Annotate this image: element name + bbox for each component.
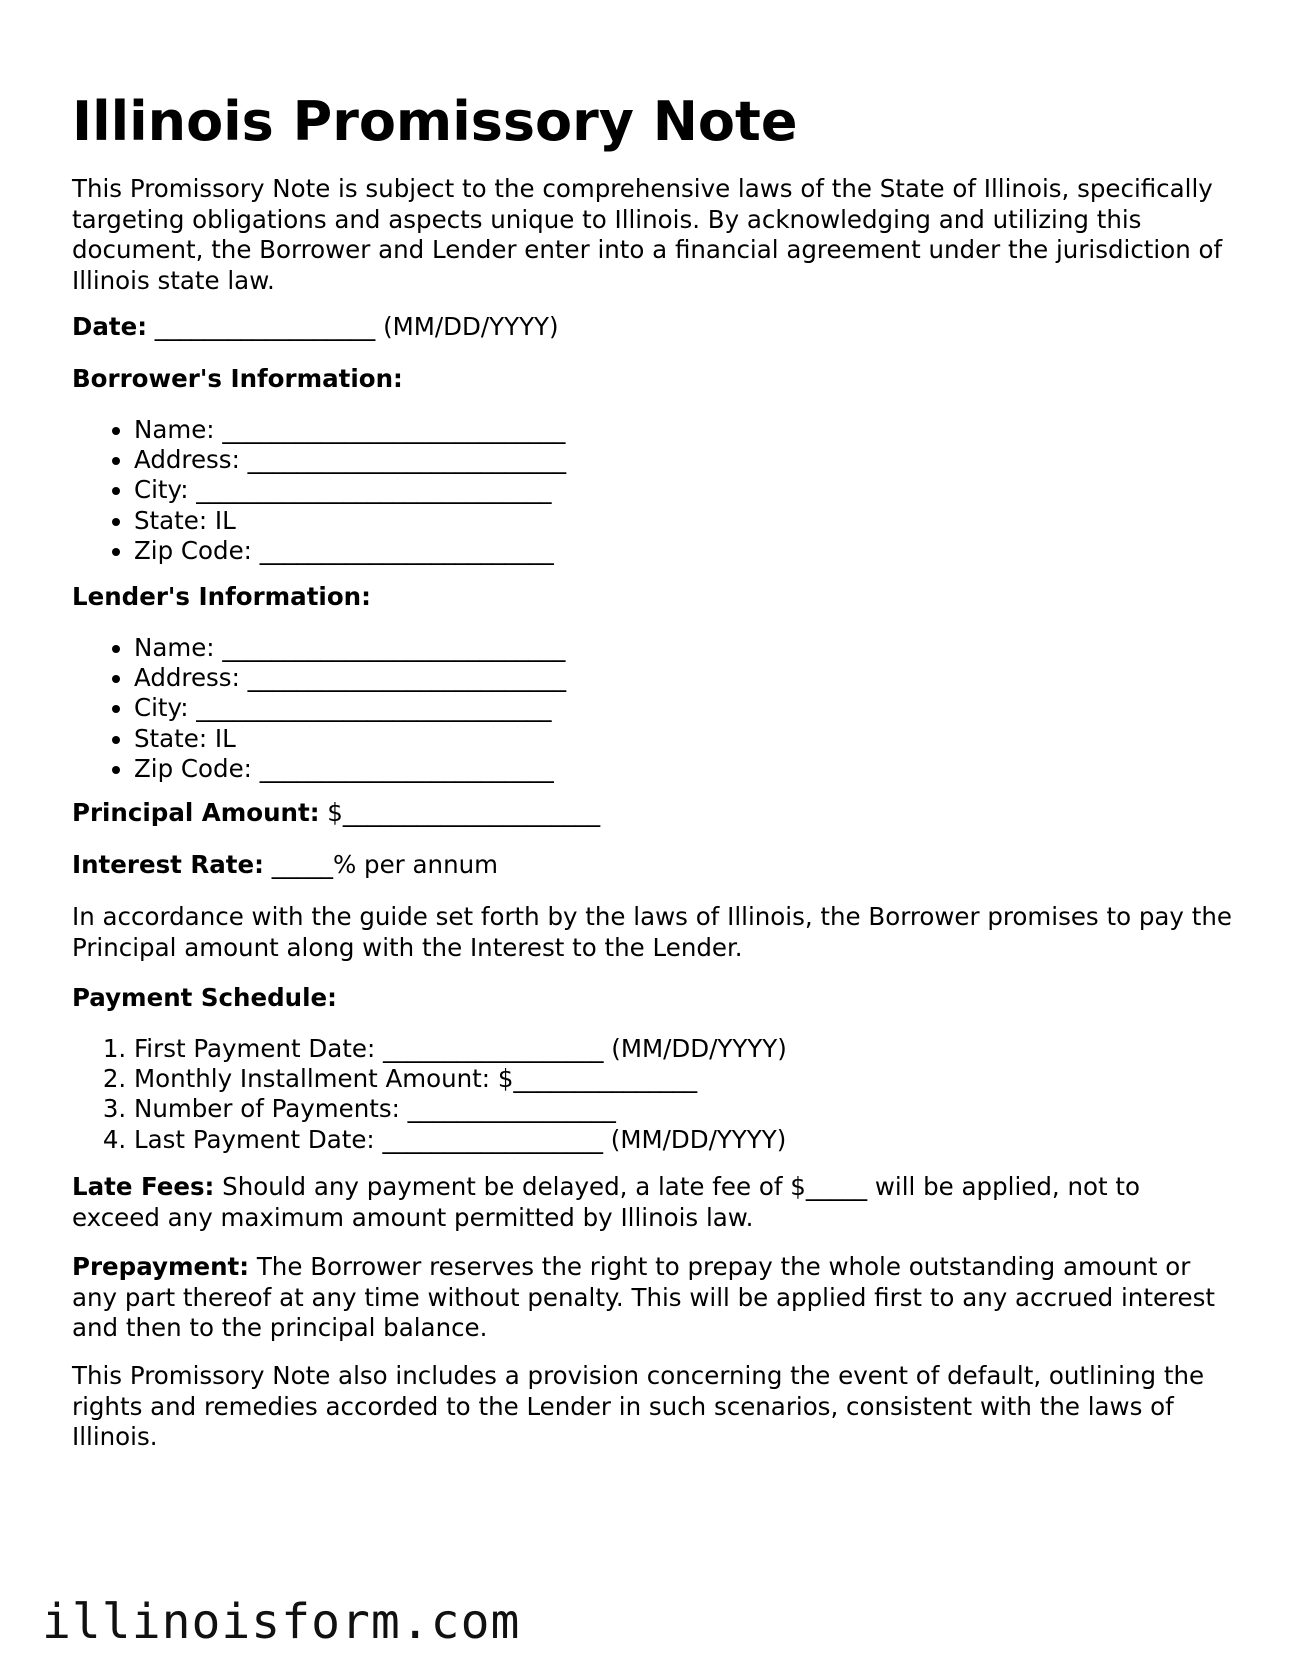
- late-fees-label: Late Fees:: [72, 1172, 215, 1201]
- number-of-payments-item: 3. Number of Payments: _________________: [134, 1094, 787, 1124]
- principal-line: [72, 798, 600, 829]
- date-value: __________________ (MM/DD/YYYY): [147, 312, 559, 341]
- accordance-paragraph: In accordance with the guide set forth by the laws of Illinois, the Borrower promises to pay the Principal amount along with the Interest to the Lender.: [72, 902, 1232, 962]
- borrower-name-field: • Name: ____________________________: [134, 415, 566, 445]
- borrower-address-field: • Address: __________________________: [134, 445, 566, 475]
- lender-city-field: • City: _____________________________: [134, 693, 566, 723]
- payment-schedule-list: [72, 1034, 787, 1155]
- date-label: Date:: [72, 312, 147, 341]
- default-clause-paragraph: This Promissory Note also includes a provision concerning the event of default, outlining the rights and remedies accorded to the Lender in such scenarios, consistent with the laws of Illinois.: [72, 1361, 1205, 1451]
- lender-heading: Lender's Information:: [72, 582, 371, 611]
- last-payment-date-item: 4. Last Payment Date: __________________ (MM/DD/YYYY): [134, 1125, 787, 1155]
- lender-zip-field: • Zip Code: ________________________: [134, 754, 566, 784]
- site-watermark: illinoisform.com: [42, 1594, 521, 1650]
- prepayment-paragraph: [72, 1252, 1232, 1344]
- interest-line: [72, 850, 498, 881]
- borrower-fields-list: [72, 415, 566, 566]
- document-title: Illinois Promissory Note: [72, 90, 798, 153]
- interest-label: Interest Rate:: [72, 850, 264, 879]
- late-fees-paragraph: [72, 1172, 1232, 1233]
- intro-paragraph: This Promissory Note is subject to the comprehensive laws of the State of Illinois, specifically targeting obligations and aspects unique to Illinois. By acknowledging and utilizing this document, the Borrower and Lender enter into a financial agreement under the jurisdiction of Illinois state law.: [72, 174, 1223, 295]
- borrower-heading: Borrower's Information:: [72, 364, 403, 393]
- monthly-installment-item: 2. Monthly Installment Amount: $_______________: [134, 1064, 787, 1094]
- date-line: [72, 312, 559, 343]
- prepayment-text: The Borrower reserves the right to prepay the whole outstanding amount or any part thereof at any time without penalty. This will be applied first to any accrued interest and then to the principal balance.: [72, 1252, 1215, 1342]
- interest-value: _____% per annum: [263, 850, 498, 879]
- late-fees-text: Should any payment be delayed, a late fee of $_____ will be applied, not to exceed any maximum amount permitted by Illinois law.: [72, 1172, 1140, 1232]
- first-payment-date-item: 1. First Payment Date: __________________ (MM/DD/YYYY): [134, 1034, 787, 1064]
- principal-label: Principal Amount:: [72, 798, 320, 827]
- payment-schedule-heading: Payment Schedule:: [72, 983, 337, 1012]
- borrower-city-field: • City: _____________________________: [134, 475, 566, 505]
- principal-value: $_____________________: [319, 798, 601, 827]
- lender-fields-list: [72, 633, 566, 784]
- lender-name-field: • Name: ____________________________: [134, 633, 566, 663]
- prepayment-label: Prepayment:: [72, 1252, 250, 1281]
- lender-state-field: • State: IL: [134, 724, 566, 754]
- lender-address-field: • Address: __________________________: [134, 663, 566, 693]
- borrower-state-field: • State: IL: [134, 506, 566, 536]
- borrower-zip-field: • Zip Code: ________________________: [134, 536, 566, 566]
